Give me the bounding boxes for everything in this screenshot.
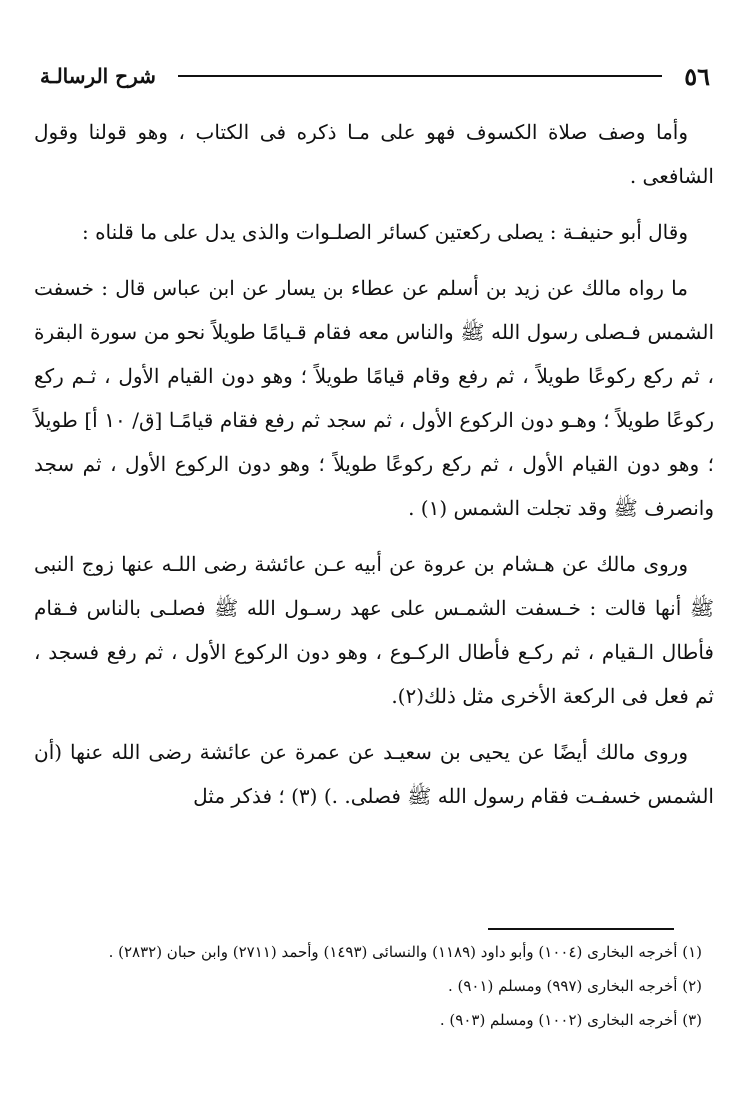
paragraph-4: وروى مالك عن هـشام بن عروة عن أبيه عـن عائشة رضى اللـه عنها زوج النبى ﷺ أنها قالت : خـسفت الشمـس على عهد رسـول الله ﷺ فصلـى بالناس فـقام فأطال الـقيام ، ثم ركـع فأطال الركـوع ، وهو دون الركوع الأول ، ثم رفع فسجد ، ثم فعل فى الركعة الأخرى مثل ذلك(٢). — [34, 552, 714, 708]
footnotes — [40, 938, 702, 1040]
page-header — [40, 58, 710, 94]
paragraph-5: وروى مالك أيضًا عن يحيى بن سعيـد عن عمرة عن عائشة رضى الله عنها (أن الشمس خسفـت فقام رسول الله ﷺ فصلى. .) (٣) ؛ فذكر مثل — [34, 740, 714, 808]
paragraph-3: ما رواه مالك عن زيد بن أسلم عن عطاء بن يسار عن ابن عباس قال : خسفت الشمس فـصلى رسول الله ﷺ والناس معه فقام قـيامًا طويلاً نحو من سورة البقرة ، ثم ركع ركوعًا طويلاً ، ثم رفع وقام قيامًا طويلاً ؛ وهو دون القيام الأول ، ثـم ركع ركوعًا طويلاً ؛ وهـو دون الركوع الأول ، ثم سجد ثم رفع فقام قيامًـا [ق/ ١٠ أ] طويلاً ؛ وهو دون القيام الأول ، ثم ركع ركوعًا طويلاً ؛ وهو دون الركوع الأول ، ثم سجد وانصرف ﷺ وقد تجلت الشمس (١) . — [34, 276, 714, 520]
paragraph-2: وقال أبو حنيفـة : يصلى ركعتين كسائر الصلـوات والذى يدل على ما قلناه : — [81, 220, 688, 244]
page-number: ٥٦ — [684, 61, 710, 91]
footnote-1: (١) أخرجه البخارى (١٠٠٤) وأبو داود (١١٨٩) والنسائى (١٤٩٣) وأحمد (٢٧١١) وابن حبان (٢٨٣٢) . — [108, 943, 702, 961]
header-rule — [178, 75, 662, 77]
paragraph-1: وأما وصف صلاة الكسوف فهو على مـا ذكره فى الكتاب ، وهو قولنا وقول الشافعى . — [34, 120, 714, 188]
main-text — [34, 110, 714, 830]
footnote-3: (٣) أخرجه البخارى (١٠٠٢) ومسلم (٩٠٣) . — [439, 1011, 702, 1029]
running-title: شرح الرسالـة — [40, 64, 156, 88]
footnote-2: (٢) أخرجه البخارى (٩٩٧) ومسلم (٩٠١) . — [447, 977, 702, 995]
footnote-separator — [488, 928, 674, 930]
